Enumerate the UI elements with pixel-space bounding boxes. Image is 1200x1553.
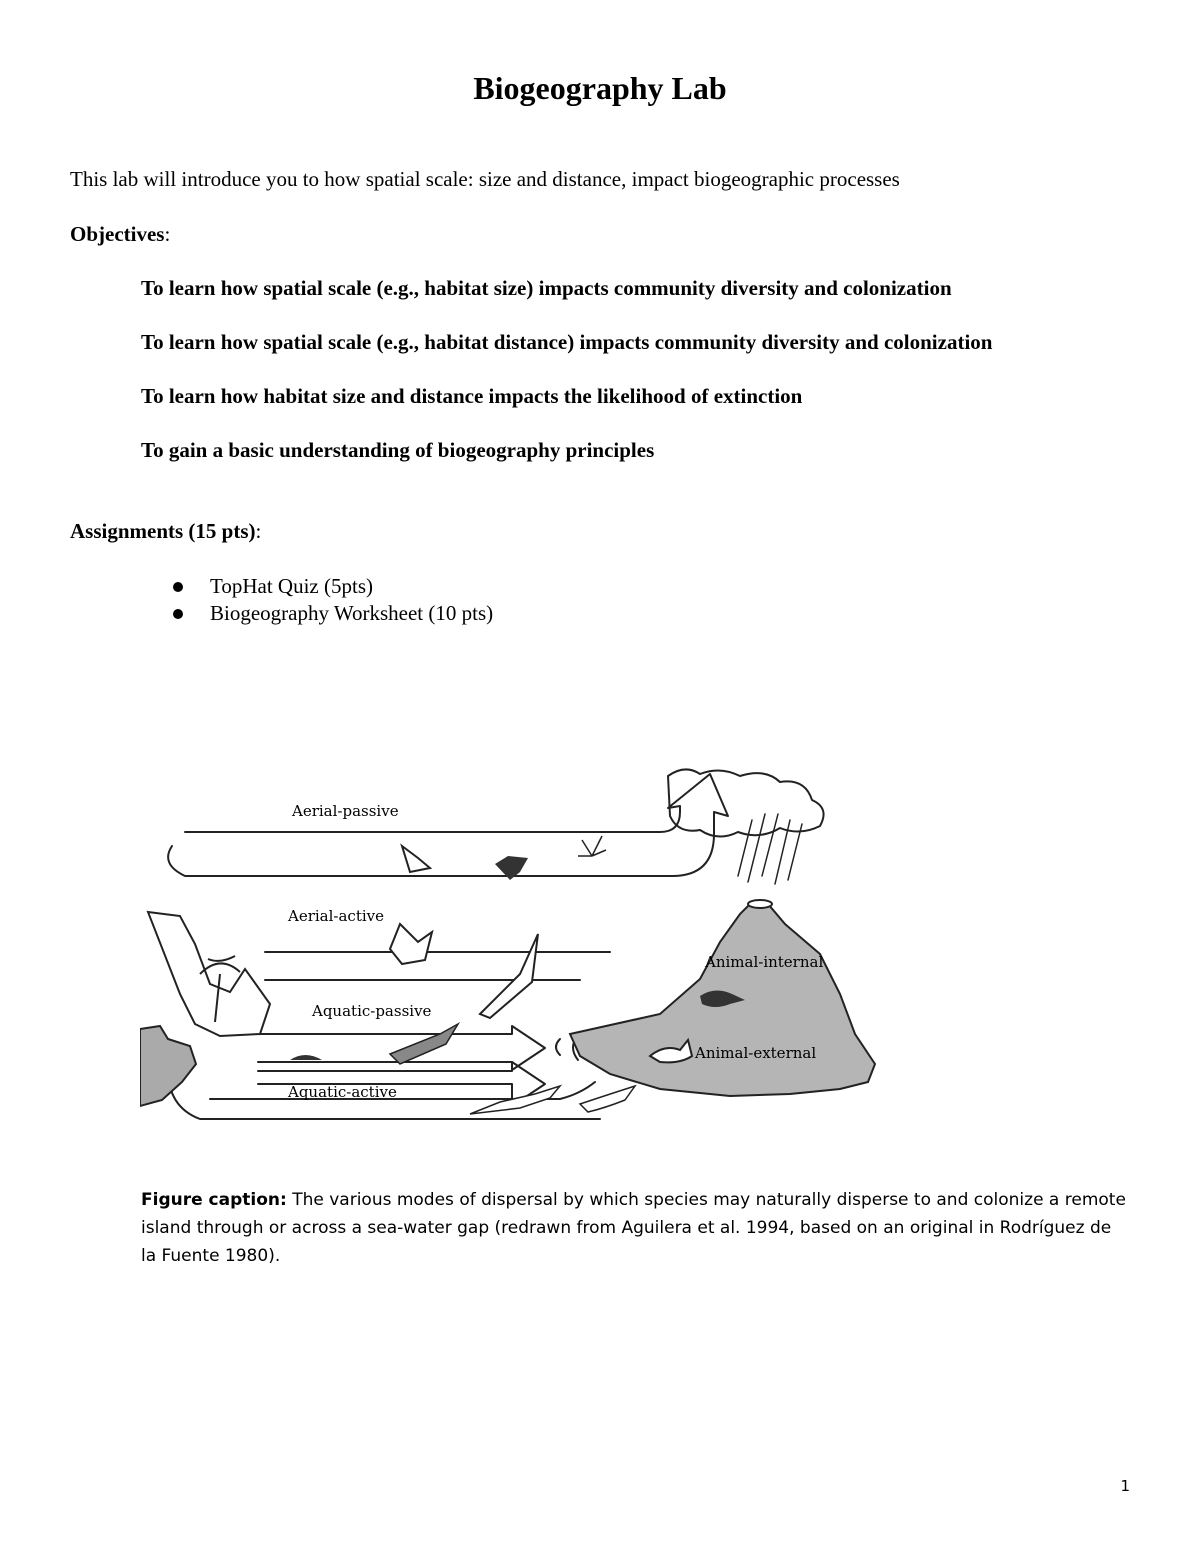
assignments-list <box>173 573 493 627</box>
objectives-heading-colon: : <box>164 222 171 246</box>
list-item <box>173 600 493 627</box>
crater-icon <box>748 900 772 908</box>
objective-item: To learn how habitat size and distance impacts the likelihood of extinction <box>141 384 803 408</box>
page-number: 1 <box>1120 1477 1130 1495</box>
rain-icon <box>738 814 802 884</box>
list-item <box>173 573 493 600</box>
seabird-icon <box>480 934 538 1018</box>
floating-log-icon <box>390 1024 458 1064</box>
label-aerial-active: Aerial-active <box>288 907 385 925</box>
bullet-icon <box>173 582 183 592</box>
objectives-heading-label: Objectives <box>70 222 165 246</box>
aerial-active-lines <box>265 952 610 980</box>
mainland-shape <box>140 1026 196 1106</box>
dispersal-modes-figure <box>140 764 885 1159</box>
assignments-heading-label: Assignments (15 pts) <box>70 519 256 543</box>
storm-cloud-icon <box>668 769 824 836</box>
label-aerial-passive: Aerial-passive <box>292 802 399 820</box>
assignments-heading-colon: : <box>255 519 262 543</box>
label-aquatic-passive: Aquatic-passive <box>312 1002 432 1020</box>
figure-caption <box>141 1186 1131 1270</box>
intro-text: This lab will introduce you to how spatial scale: size and distance, impact biogeographic processes <box>70 167 900 191</box>
flying-bird-icon <box>390 924 432 964</box>
crocodile-icon <box>580 1086 635 1112</box>
bullet-icon <box>173 609 183 619</box>
objectives-heading <box>70 222 170 247</box>
seed-icon <box>402 846 430 872</box>
label-animal-internal: Animal-internal <box>705 953 824 971</box>
objective-item: To gain a basic understanding of biogeography principles <box>141 438 655 462</box>
assignment-label: Biogeography Worksheet (10 pts) <box>210 601 494 625</box>
objective-item: To learn how spatial scale (e.g., habitat distance) impacts community diversity and colonization <box>141 330 993 354</box>
dandelion-seed-icon <box>578 836 606 856</box>
label-animal-external: Animal-external <box>695 1044 817 1062</box>
assignments-heading <box>70 519 261 544</box>
aerial-passive-arrow <box>168 774 728 876</box>
page-title: Biogeography Lab <box>473 70 727 106</box>
label-aquatic-active: Aquatic-active <box>288 1083 397 1101</box>
caption-text: The various modes of dispersal by which species may naturally disperse to and colonize a remote island through or across a sea-water gap (redrawn from Aguilera et al. 1994, based on an original in Rodríguez de la Fuente 1980). <box>141 1190 1126 1266</box>
caption-prefix: Figure caption: <box>141 1190 287 1210</box>
assignment-label: TopHat Quiz (5pts) <box>210 574 373 598</box>
objective-item: To learn how spatial scale (e.g., habitat size) impacts community diversity and colonization <box>141 276 952 300</box>
turtle-icon <box>290 1055 322 1060</box>
mainland-cliff <box>148 912 270 1036</box>
